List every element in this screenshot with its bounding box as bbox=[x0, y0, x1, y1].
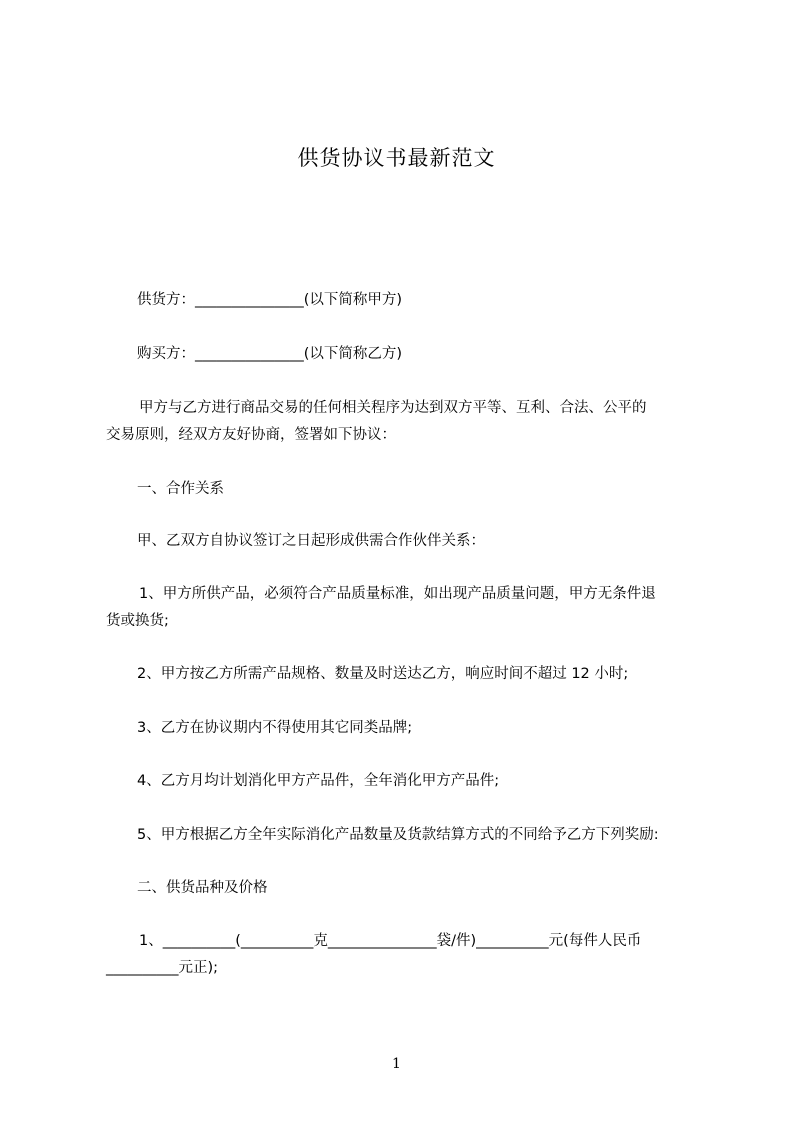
item4: 4、乙方月均计划消化甲方产品件，全年消化甲方产品件; bbox=[137, 773, 500, 789]
section2-heading: 二、供货品种及价格 bbox=[137, 880, 268, 896]
item1-line2: 货或换货; bbox=[106, 613, 169, 629]
intro-paragraph-line2: 交易原则，经双方友好协商，签署如下协议： bbox=[106, 427, 396, 443]
page-number: 1 bbox=[392, 1056, 401, 1072]
buyer-line: 购买方：_______________(以下简称乙方) bbox=[137, 346, 403, 362]
supplier-line: 供货方：_______________(以下简称甲方) bbox=[137, 292, 403, 308]
price-line2: __________元正); bbox=[106, 960, 219, 976]
item2: 2、甲方按乙方所需产品规格、数量及时送达乙方，响应时间不超过 12 小时; bbox=[137, 666, 629, 682]
item3: 3、乙方在协议期内不得使用其它同类品牌; bbox=[137, 720, 413, 736]
item5: 5、甲方根据乙方全年实际消化产品数量及货款结算方式的不同给予乙方下列奖励: bbox=[137, 827, 659, 843]
section1-heading: 一、合作关系 bbox=[137, 481, 224, 497]
document-title: 供货协议书最新范文 bbox=[297, 146, 496, 170]
intro-paragraph-line1: 甲方与乙方进行商品交易的任何相关程序为达到双方平等、互利、合法、公平的 bbox=[139, 400, 647, 416]
section1-lead: 甲、乙双方自协议签订之日起形成供需合作伙伴关系： bbox=[137, 533, 485, 549]
item1-line1: 1、甲方所供产品，必须符合产品质量标准，如出现产品质量问题，甲方无条件退 bbox=[139, 586, 656, 602]
price-line1: 1、__________(__________克_______________袋/件)__________元(每件人民币 bbox=[139, 933, 642, 949]
